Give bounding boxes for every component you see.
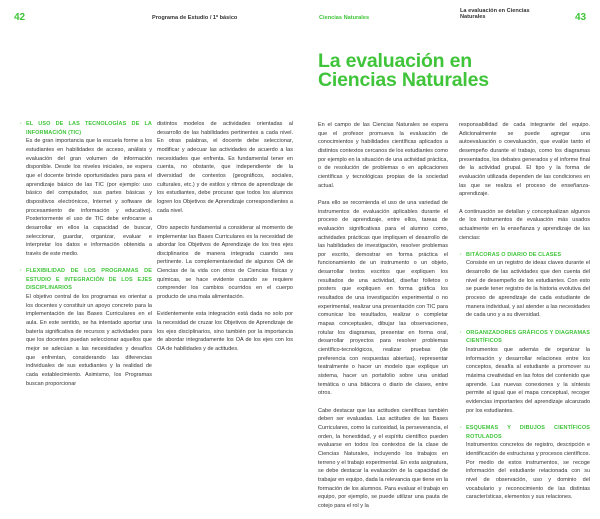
right-column-1 — [318, 121, 448, 519]
paragraph: Evidentemente esta integración está dada no solo por la necesidad de cruzar los Objetivos de Aprendizaje de los ejes disciplinarios, sino también por la importancia de abordar integradamente los OA de los ejes con los OA de habilidades y de actitudes. — [157, 311, 293, 353]
bullet-icon: · — [20, 268, 22, 275]
instrument-heading: BITÁCORAS O DIARIO DE CLASES — [466, 251, 562, 258]
instrument-heading: ESQUEMAS Y DIBUJOS CIENTÍFICOS ROTULADOS — [466, 424, 590, 440]
page-number-right: 43 — [575, 12, 587, 23]
instrument-organizers — [460, 329, 590, 416]
paragraph: responsabilidad de cada integrante del equipo. Adicionalmente se puede agregar una autoevaluación o coevaluación, que evalúe tanto el desempeño durante el trabajo, como los diagramas presentados, los debates generados y el informe final de la actividad grupal. El tipo y la forma de evaluación utilizada dependen de las condiciones en las que se realiza el proceso de enseñanza-aprendizaje. — [459, 122, 590, 198]
paragraph: Para ello se recomienda el uso de una variedad de instrumentos de evaluación aplicables durante el proceso de aprendizaje, entre ellos, tareas de evaluación significativas para el alumno como, actividades prácticas que impliquen el desarrollo de las habilidades de investigación, resolver problemas por escrito, demostrar en forma práctica el funcionamiento de un instrumento o un objeto, desarrollar textos escritos que expliquen los resultados de una actividad, diseñar folletos o posters que expliquen en forma gráfica los resultados de una investigación experimental o no experimental, realizar una presentación con TIC para comunicar los resultados, realizar o completar mapas conceptuales, dibujar las observaciones, rotular los diagramas, presentar en forma oral, desarrollar proyectos para resolver problemas científico-tecnológicos, realizar pruebas (de preferencia con respuestas abiertas), representar teatralmente o hacer un modelo que explique un sistema, hacer un portafolio sobre una unidad temática o una bitácora o diario de clases, entre otros. — [318, 199, 448, 397]
bullet-icon: · — [460, 329, 462, 336]
instrument-text: Instrumentos que además de organizar la información y desarrollar relaciones entre los conceptos, desafía al estudiante a promover su máxima creatividad en las fotos del contenido que aprende. Las nuevas conexiones y la síntesis permite al igual que el mapa conceptual, recoger evidencias importantes del aprendizaje alcanzado por los estudiantes. — [466, 347, 590, 414]
paragraph: En el campo de las Ciencias Naturales se espera que el profesor promueva la evaluación de conocimientos y habilidades científicas aplicados a distintos contextos cercanos de los estudiantes como por ejemplo en la situación de una actividad práctica, o de resolución de problemas o en aplicaciones científicas y tecnológicas propias de la sociedad actual. — [318, 122, 448, 189]
paragraph: Cabe destacar que las actitudes científicas también deben ser evaluadas. Las actitudes de las Bases Curriculares, como la curiosidad, la perseverancia, el orden, la honestidad, y el espíritu científico pueden evaluarse en todos los contextos de la clase de Ciencias Naturales, incluyendo los trabajos en terreno y el trabajo experimental. En esta asignatura, se debe destacar la evaluación de la capacidad de trabajar en equipo, dada la relevancia que tiene en la formación de los alumnos. Para evaluar el trabajo en equipo, por ejemplo, se puede utilizar una pauta de cotejo para el rol y la — [318, 407, 448, 509]
right-column-2 — [459, 121, 590, 510]
instrument-diagrams — [460, 424, 590, 502]
bullet-icon: · — [460, 424, 462, 431]
bullet-icon: · — [460, 251, 462, 258]
bullet-icon: · — [20, 121, 22, 127]
instrument-heading: ORGANIZADORES GRÁFICOS Y DIAGRAMAS CIENTÍFICOS — [466, 329, 590, 345]
left-column-2 — [157, 120, 293, 362]
section-label: La evaluación en Ciencias Naturales — [460, 8, 530, 20]
paragraph: Otro aspecto fundamental a considerar al momento de implementar las Bases Curriculares es la necesidad de abordar los Objetivos de Aprendizaje de los tres ejes disciplinarios de manera integrada cuando sea pertinente. La complementariedad de algunos OA de Ciencias de la vida con otros de Ciencias físicas y químicas, se hace evidente cuando se requiere comprender los cambios ocurridos en el cuerpo producto de una mala alimentación. — [157, 224, 293, 301]
topic-heading: FLEXIBILIDAD DE LOS PROGRAMAS DE ESTUDIO E INTEGRACIÓN DE LOS EJES DISCIPLINARIOS — [26, 268, 152, 292]
topic-heading: EL USO DE LAS TECNOLOGÍAS DE LA INFORMACIÓN (TIC) — [26, 121, 152, 136]
page-title: La evaluación en Ciencias Naturales — [318, 50, 489, 91]
paragraph: distintos modelos de actividades orientadas al desarrollo de las habilidades pertinentes a cada nivel. En otras palabras, el docente debe seleccionar, modificar y adecuar las actividades de acuerdo a las necesidades que enfrenta. Es fundamental tener en cuenta, no obstante, que independiente de la diversidad de contextos (geográficos, sociales, culturales, etc.) y de estilos y ritmos de aprendizaje de los estudiantes, debe procurar que todos los alumnos logren los Objetivos de Aprendizaje correspondientes a cada nivel. — [157, 121, 293, 214]
instrument-text: Instrumentos concretos de registro, descripción e identificación de estructuras y procesos científicos. Por medio de estos instrumentos, se recoge información del estudiante relacionada con su nivel de observación, uso y dominio del vocabulario y reconocimiento de las distintas características, elementos y sus relaciones. — [466, 442, 590, 501]
topic-text: Es de gran importancia que la escuela forme a los estudiantes en habilidades de acceso, análisis y evaluación del gran volumen de información disponible. Desde los niveles iniciales, se espera que el docente brinde oportunidades para para el aprendizaje básico de las TIC (por ejemplo: uso básico del computador, sus partes básicas y dispositivos electrónicos, Internet y software de procesamiento de información y educativo). Posteriormente el uso de TIC debe enfocarse a desarrollar en ellos la capacidad de buscar, seleccionar, guardar, organizar, evaluar e interpretar los datos e información obtenida a través de este medio. — [26, 138, 152, 257]
page-number-left: 42 — [14, 12, 26, 23]
running-title: Programa de Estudio / 1º básico — [152, 15, 238, 21]
topic-text: El objetivo central de los programas es orientar a los docentes y constituir un apoyo concreto para la implementación de las Bases Curriculares en el aula. En este sentido, se ha intentado aportar una batería significativa de recursos y actividades para que los docentes puedan seleccionar aquellos que mejor se adecúan a las necesidades y desafíos que enfrentan, considerando las diferencias individuales de sus estudiantes y la realidad de cada establecimiento. Asimismo, los Programas buscan proporcionar — [26, 294, 152, 387]
instrument-text: Consiste en un registro de ideas claves durante el desarrollo de las actividades que den cuenta del nivel de desempeño de los estudiantes. Con esto se puede tener registro de la historia evolutiva del proceso de aprendizaje de cada estudiante de manera individual, y así atender a las necesidades de cada uno y a su diversidad. — [466, 260, 590, 319]
topic-flexibility — [20, 267, 152, 388]
left-column-1 — [20, 120, 152, 397]
subject-label: Ciencias Naturales — [319, 15, 370, 21]
topic-tic — [20, 120, 152, 259]
paragraph: A continuación se detallan y conceptualizan algunos de los instrumentos de evaluación más usados actualmente en la enseñanza y aprendizaje de las ciencias: — [459, 208, 590, 241]
instrument-logbook — [460, 251, 590, 320]
